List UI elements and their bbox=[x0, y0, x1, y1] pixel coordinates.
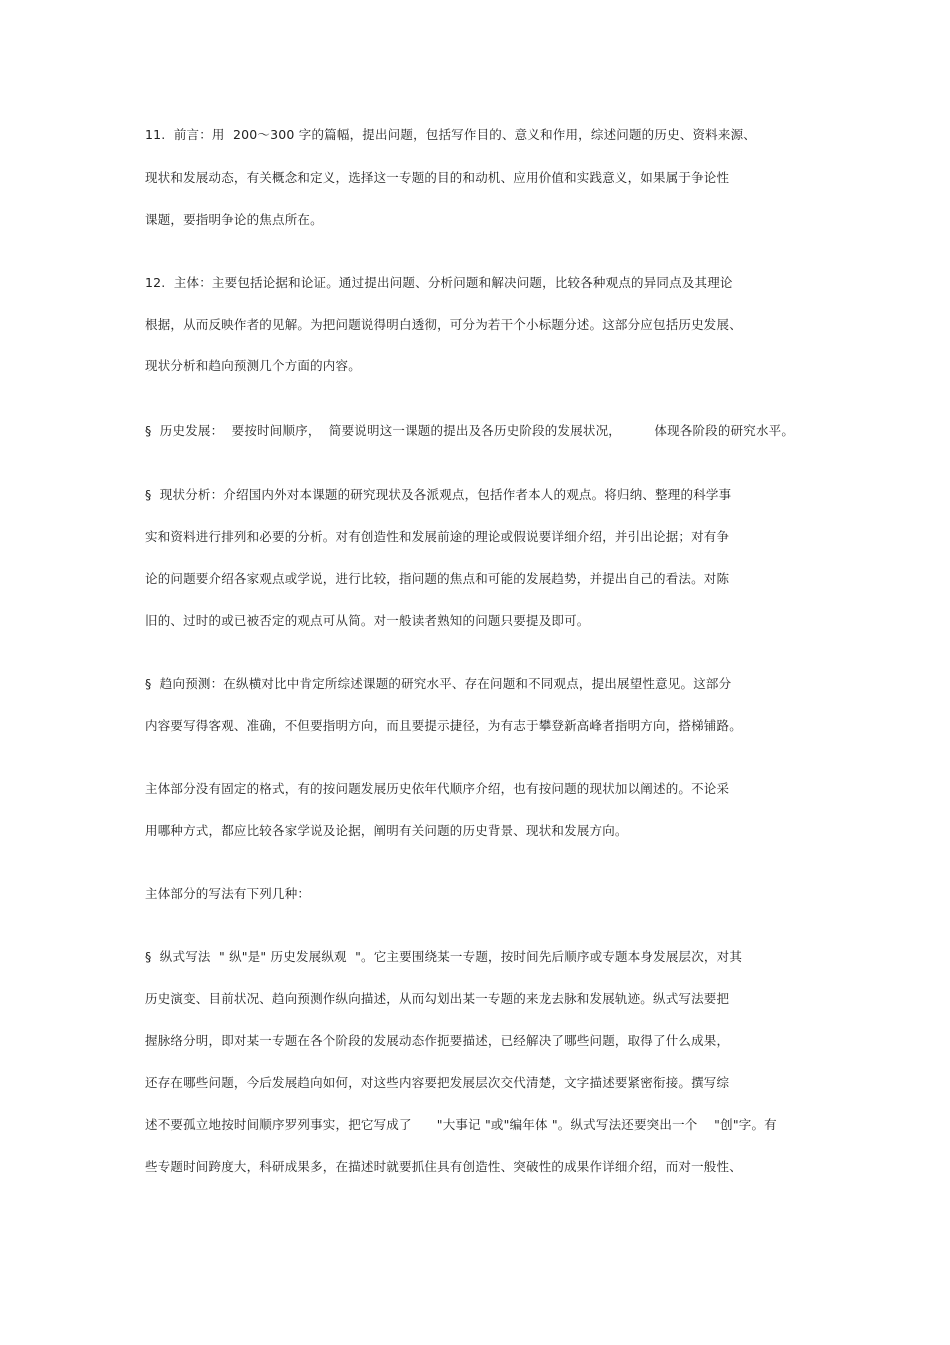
main-body-format-line-1: 主体部分没有固定的格式，有的按问题发展历史依年代顺序介绍，也有按问题的现状加以阐述的。不论采 bbox=[145, 781, 730, 796]
status-analysis-line-4: 旧的、过时的或已被否定的观点可从简。对一般读者熟知的问题只要提及即可。 bbox=[145, 613, 590, 628]
paragraph-11-line-3: 课题，要指明争论的焦点所在。 bbox=[145, 212, 323, 227]
vertical-writing-line-1: § 纵式写法 " 纵"是" 历史发展纵观 "。它主要围绕某一专题，按时间先后顺序或专题本身发展层次，对其 bbox=[145, 949, 743, 964]
paragraph-11-line-2: 现状和发展动态，有关概念和定义，选择这一专题的目的和动机、应用价值和实践意义，如果属于争论性 bbox=[145, 170, 730, 185]
paragraph-11-line-1: 11. 前言：用 200～300 字的篇幅，提出问题，包括写作目的、意义和作用，综述问题的历史、资料来源、 bbox=[145, 127, 756, 142]
vertical-writing-line-4: 还存在哪些问题，今后发展趋向如何，对这些内容要把发展层次交代清楚，文字描述要紧密衔接。撰写综 bbox=[145, 1075, 730, 1090]
vertical-writing-line-3: 握脉络分明，即对某一专题在各个阶段的发展动态作扼要描述，已经解决了哪些问题，取得了什么成果， bbox=[145, 1033, 730, 1048]
trend-forecast-line-1: § 趋向预测：在纵横对比中肯定所综述课题的研究水平、存在问题和不同观点，提出展望性意见。这部分 bbox=[145, 676, 732, 691]
history-development-line: § 历史发展： 要按时间顺序， 简要说明这一课题的提出及各历史阶段的发展状况， 体现各阶段的研究水平。 bbox=[145, 423, 795, 438]
vertical-writing-line-6: 些专题时间跨度大，科研成果多，在描述时就要抓住具有创造性、突破性的成果作详细介绍，而对一般性、 bbox=[145, 1159, 742, 1174]
trend-forecast-line-2: 内容要写得客观、准确，不但要指明方向，而且要提示捷径，为有志于攀登新高峰者指明方向，搭梯铺路。 bbox=[145, 718, 742, 733]
status-analysis-line-1: § 现状分析：介绍国内外对本课题的研究现状及各派观点，包括作者本人的观点。将归纳、整理的科学事 bbox=[145, 487, 732, 502]
paragraph-12-line-3: 现状分析和趋向预测几个方面的内容。 bbox=[145, 358, 361, 373]
vertical-writing-line-2: 历史演变、目前状况、趋向预测作纵向描述，从而勾划出某一专题的来龙去脉和发展轨迹。纵式写法要把 bbox=[145, 991, 730, 1006]
writing-methods-heading: 主体部分的写法有下列几种： bbox=[145, 886, 311, 901]
main-body-format-line-2: 用哪种方式，都应比较各家学说及论据，阐明有关问题的历史背景、现状和发展方向。 bbox=[145, 823, 628, 838]
vertical-writing-line-5: 述不要孤立地按时间顺序罗列事实，把它写成了 "大事记 "或"编年体 "。纵式写法还要突出一个 "创"字。有 bbox=[145, 1117, 777, 1132]
status-analysis-line-3: 论的问题要介绍各家观点或学说，进行比较，指问题的焦点和可能的发展趋势，并提出自己的看法。对陈 bbox=[145, 571, 730, 586]
status-analysis-line-2: 实和资料进行排列和必要的分析。对有创造性和发展前途的理论或假说要详细介绍，并引出论据；对有争 bbox=[145, 529, 730, 544]
paragraph-12-line-2: 根据，从而反映作者的见解。为把问题说得明白透彻，可分为若干个小标题分述。这部分应包括历史发展、 bbox=[145, 317, 742, 332]
paragraph-12-line-1: 12. 主体：主要包括论据和论证。通过提出问题、分析问题和解决问题，比较各种观点的异同点及其理论 bbox=[145, 275, 733, 290]
